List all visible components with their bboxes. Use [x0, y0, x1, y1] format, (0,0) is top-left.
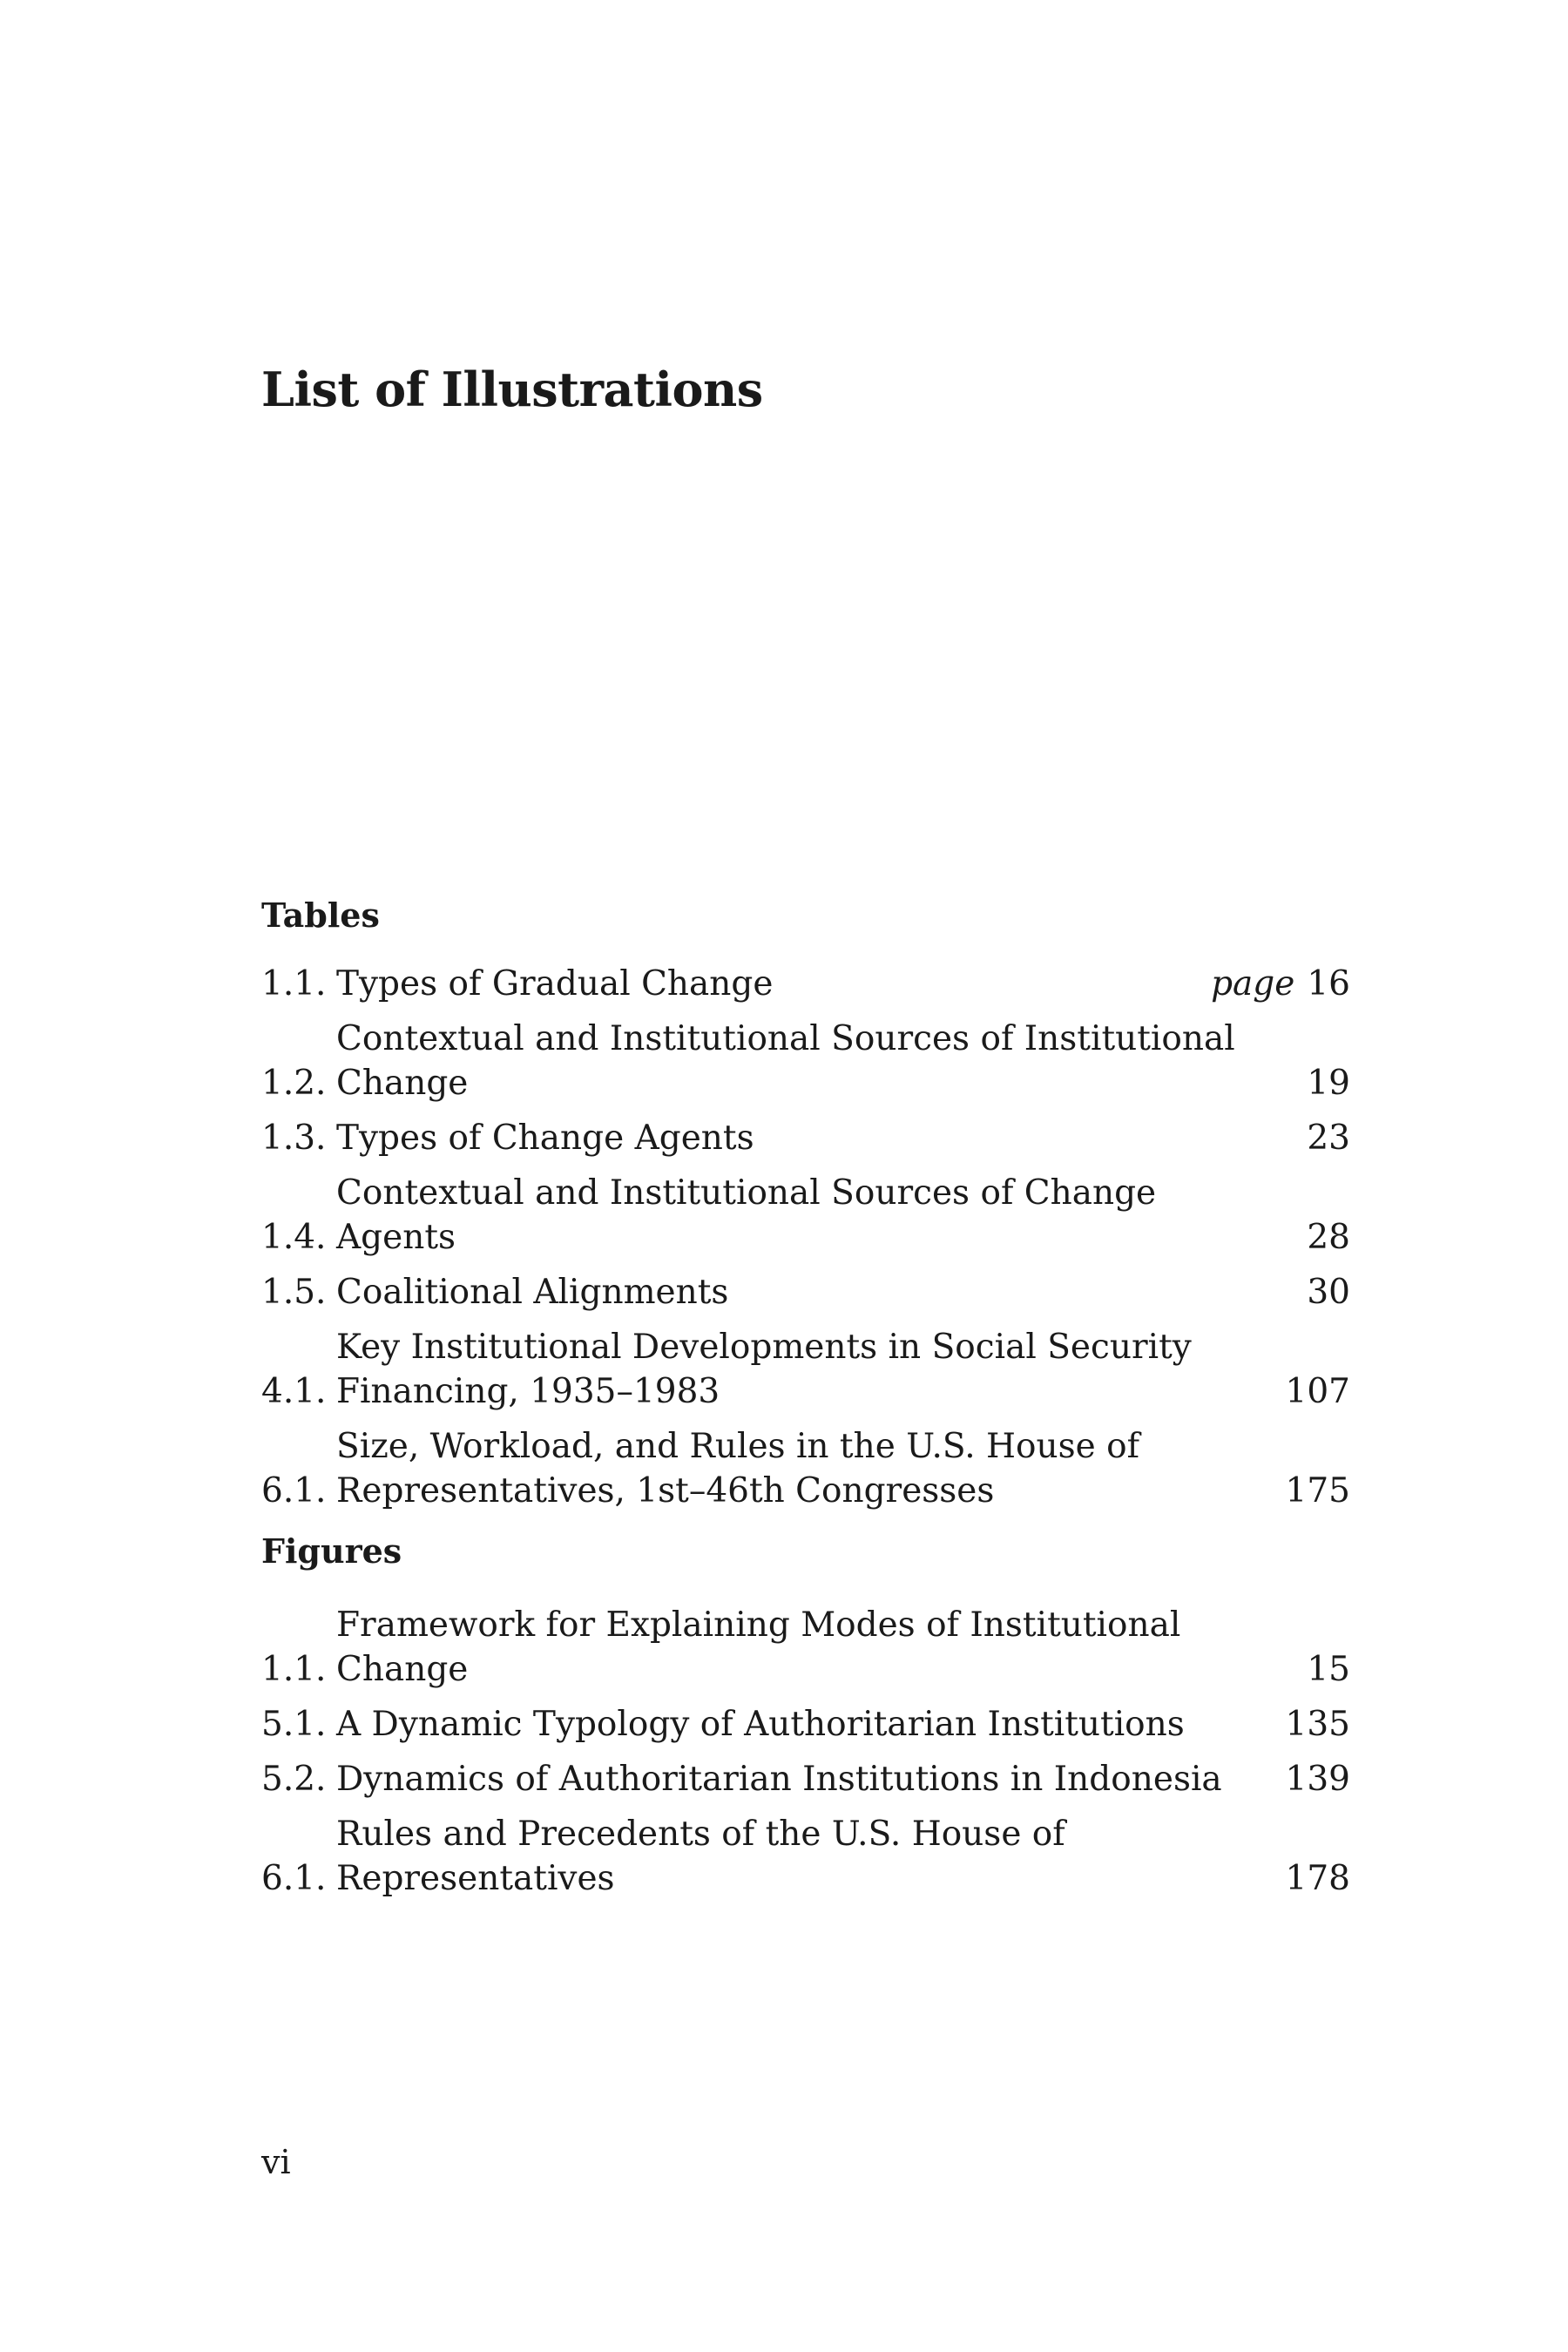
entry-number: 4.1.	[261, 1372, 327, 1411]
tables-heading: Tables	[261, 896, 380, 935]
table-entry	[261, 1116, 1350, 1160]
entry-title: Key Institutional Developments in Social Security Financing, 1935–1983	[336, 1328, 1192, 1411]
table-entry	[261, 1017, 1350, 1105]
entry-title: Types of Change Agents	[336, 1119, 754, 1158]
entry-number: 1.3.	[261, 1119, 327, 1158]
figures-heading: Figures	[261, 1531, 402, 1571]
entry-page-number: 16	[1307, 964, 1350, 1004]
entry-page: 107	[1285, 1372, 1350, 1411]
entry-number: 5.1.	[261, 1705, 327, 1744]
entry-title: Types of Gradual Change	[336, 964, 774, 1004]
entry-title: Contextual and Institutional Sources of Change Agents	[336, 1173, 1157, 1257]
page-title: List of Illustrations	[261, 362, 763, 417]
page-prefix: page	[1211, 964, 1295, 1004]
entry-title: Coalitional Alignments	[336, 1273, 729, 1312]
entry-title: Rules and Precedents of the U.S. House of Representatives	[336, 1815, 1065, 1898]
entry-page: 139	[1285, 1760, 1350, 1799]
figures-list	[261, 1603, 1350, 1911]
tables-list	[261, 962, 1350, 1524]
figure-entry	[261, 1702, 1350, 1747]
entry-number: 1.1.	[261, 1650, 327, 1689]
figure-entry	[261, 1757, 1350, 1801]
entry-number: 1.1.	[261, 964, 327, 1004]
entry-title: Contextual and Institutional Sources of Institutional Change	[336, 1019, 1235, 1103]
table-entry	[261, 1171, 1350, 1260]
entry-number: 6.1.	[261, 1859, 327, 1898]
table-entry	[261, 962, 1350, 1006]
table-entry	[261, 1270, 1350, 1315]
entry-number: 1.2.	[261, 1064, 327, 1103]
entry-page: 15	[1307, 1650, 1350, 1689]
entry-number: 5.2.	[261, 1760, 327, 1799]
entry-title: Framework for Explaining Modes of Institutional Change	[336, 1605, 1181, 1689]
table-entry	[261, 1424, 1350, 1513]
entry-page	[1211, 962, 1350, 1006]
entry-page: 30	[1307, 1273, 1350, 1312]
entry-page: 28	[1307, 1218, 1350, 1257]
figure-entry	[261, 1812, 1350, 1901]
entry-number: 1.4.	[261, 1218, 327, 1257]
table-entry	[261, 1325, 1350, 1414]
entry-page: 135	[1285, 1705, 1350, 1744]
page-folio: vi	[261, 2143, 291, 2181]
entry-page: 19	[1307, 1064, 1350, 1103]
entry-page: 23	[1307, 1119, 1350, 1158]
entry-page: 178	[1285, 1859, 1350, 1898]
entry-number: 6.1.	[261, 1471, 327, 1511]
entry-title: A Dynamic Typology of Authoritarian Institutions	[336, 1705, 1185, 1744]
entry-title: Size, Workload, and Rules in the U.S. House of Representatives, 1st–46th Congresses	[336, 1427, 1140, 1511]
entry-page: 175	[1285, 1471, 1350, 1511]
figure-entry	[261, 1603, 1350, 1692]
entry-number: 1.5.	[261, 1273, 327, 1312]
entry-title: Dynamics of Authoritarian Institutions in Indonesia	[336, 1760, 1222, 1799]
